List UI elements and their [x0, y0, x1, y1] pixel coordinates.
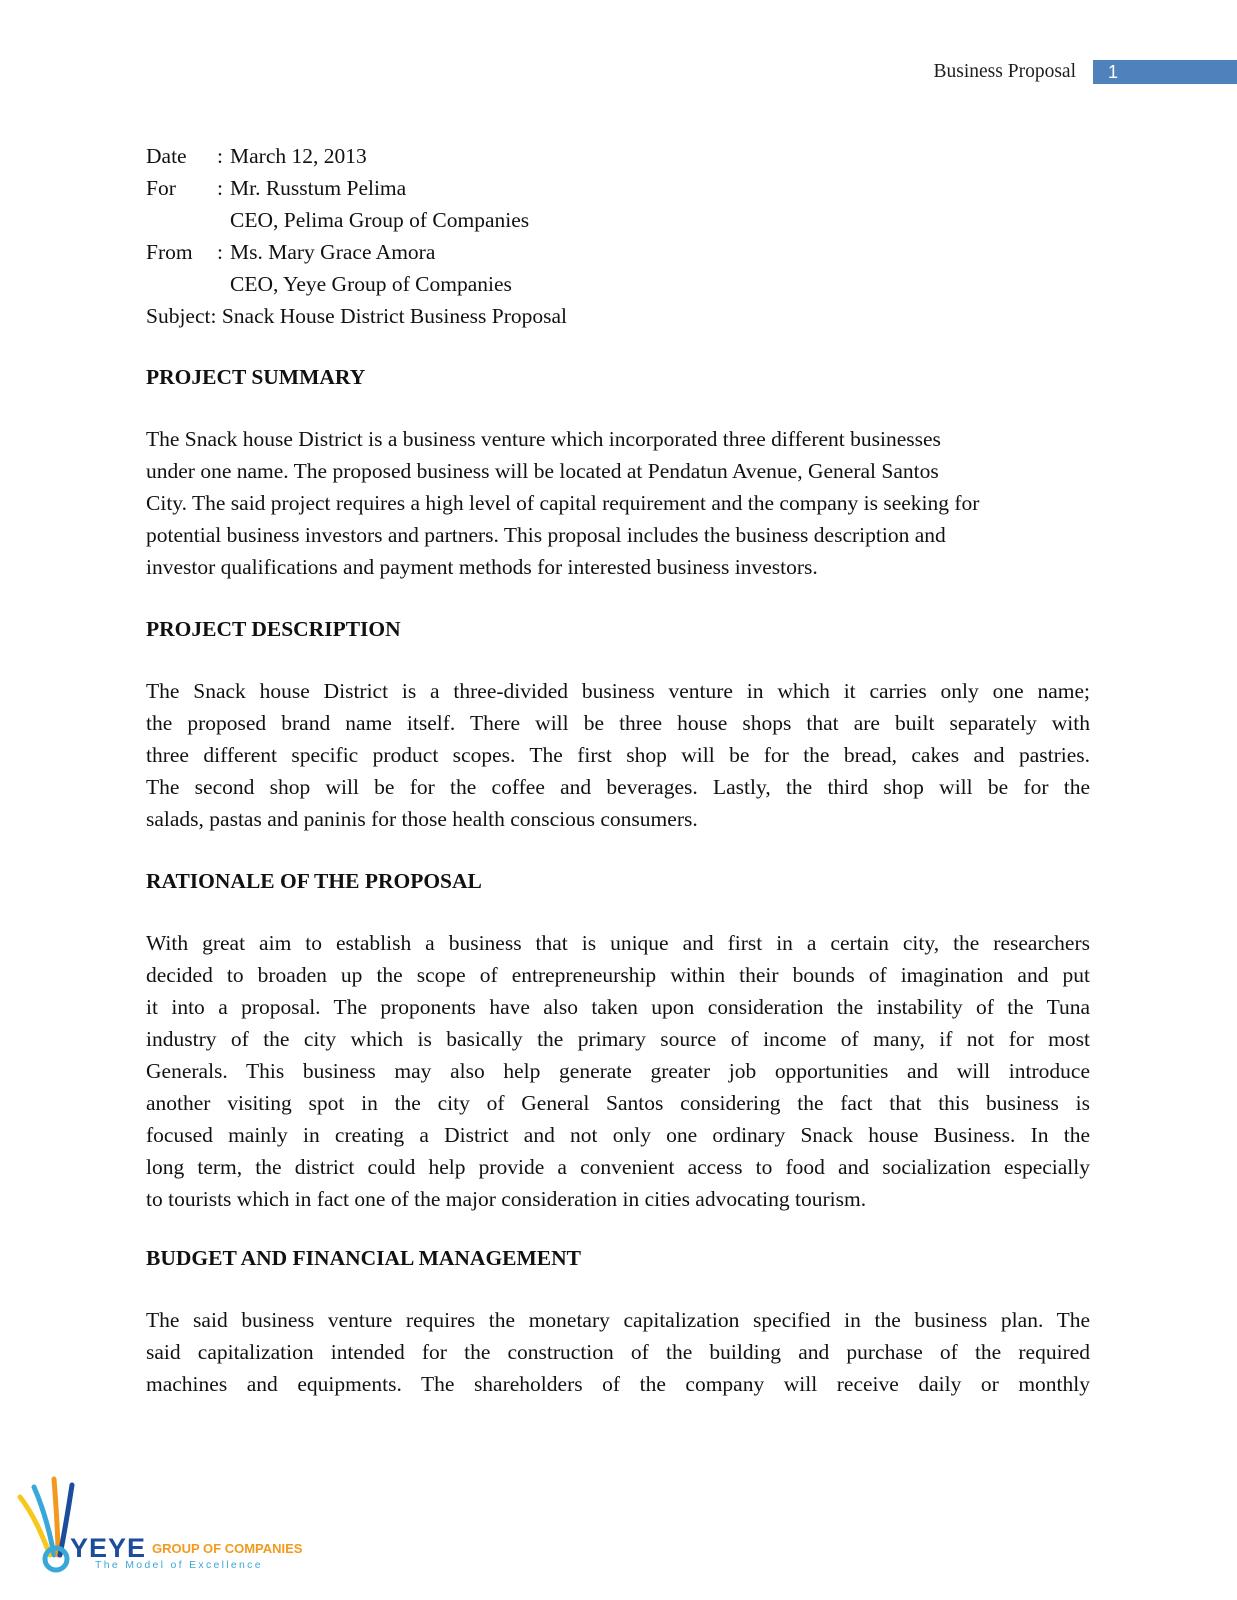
memo-colon: :: [217, 144, 223, 168]
header-title: Business Proposal: [933, 61, 1076, 82]
paragraph-line: City. The said project requires a high level of capital requirement and the company is seeking for: [146, 491, 980, 515]
project-summary-heading: PROJECT SUMMARY: [146, 365, 366, 389]
paragraph-line: it into a proposal. The proponents have also taken upon consideration the instability of the Tuna: [146, 995, 1090, 1019]
project-summary-paragraph: [146, 423, 1090, 583]
paragraph-line: decided to broaden up the scope of entrepreneurship within their bounds of imagination and put: [146, 963, 1090, 987]
page-number-tab: [1093, 60, 1237, 84]
memo-for-row: [146, 172, 1090, 204]
paragraph-line: to tourists which in fact one of the major consideration in cities advocating tourism.: [146, 1187, 867, 1211]
for-name: Mr. Russtum Pelima: [230, 176, 407, 200]
paragraph-line: machines and equipments. The shareholders of the company will receive daily or monthly: [146, 1372, 1090, 1396]
for-label: For: [146, 176, 176, 200]
from-name: Ms. Mary Grace Amora: [230, 240, 436, 264]
date-value: March 12, 2013: [230, 144, 367, 168]
project-description-heading: PROJECT DESCRIPTION: [146, 617, 401, 641]
paragraph-line: under one name. The proposed business will be located at Pendatun Avenue, General Santos: [146, 459, 939, 483]
logo-group-text: GROUP OF COMPANIES: [152, 1541, 303, 1556]
paragraph-line: The Snack house District is a three-divided business venture in which it carries only one name;: [146, 679, 1090, 703]
paragraph-line: investor qualifications and payment methods for interested business investors.: [146, 555, 818, 579]
paragraph-line: focused mainly in creating a District and not only one ordinary Snack house Business. In the: [146, 1123, 1090, 1147]
memo-colon: :: [217, 176, 223, 200]
memo-colon: :: [217, 240, 223, 264]
page-number: 1: [1108, 62, 1119, 82]
paragraph-line: three different specific product scopes. The first shop will be for the bread, cakes and pastries.: [146, 743, 1090, 767]
paragraph-line: said capitalization intended for the construction of the building and purchase of the required: [146, 1340, 1090, 1364]
paragraph-line: The said business venture requires the monetary capitalization specified in the business plan. The: [146, 1308, 1090, 1332]
for-title: CEO, Pelima Group of Companies: [230, 208, 530, 232]
paragraph-line: the proposed brand name itself. There will be three house shops that are built separately with: [146, 711, 1090, 735]
subject-line: Subject: Snack House District Business Proposal: [146, 304, 568, 328]
paragraph-line: long term, the district could help provide a convenient access to food and socialization especially: [146, 1155, 1090, 1179]
memo-from-title-row: [146, 268, 1090, 300]
memo-block: [146, 140, 1090, 332]
paragraph-line: The Snack house District is a business venture which incorporated three different businesses: [146, 427, 941, 451]
paragraph-line: Generals. This business may also help generate greater job opportunities and will introduce: [146, 1059, 1090, 1083]
budget-paragraph: [146, 1304, 1090, 1400]
paragraph-line: another visiting spot in the city of General Santos considering the fact that this business is: [146, 1091, 1090, 1115]
memo-date-row: [146, 140, 1090, 172]
project-description-paragraph: [146, 675, 1090, 835]
paragraph-line: The second shop will be for the coffee and beverages. Lastly, the third shop will be for the: [146, 775, 1090, 799]
paragraph-line: industry of the city which is basically the primary source of income of many, if not for most: [146, 1027, 1090, 1051]
memo-subject-row: [146, 300, 1090, 332]
from-label: From: [146, 240, 193, 264]
date-label: Date: [146, 144, 187, 168]
rationale-paragraph: [146, 927, 1090, 1215]
memo-for-title-row: [146, 204, 1090, 236]
logo-tagline: The Model of Excellence: [95, 1559, 263, 1571]
rationale-heading: RATIONALE OF THE PROPOSAL: [146, 869, 482, 893]
budget-heading: BUDGET AND FINANCIAL MANAGEMENT: [146, 1246, 582, 1270]
company-logo: [12, 1475, 302, 1585]
from-title: CEO, Yeye Group of Companies: [230, 272, 512, 296]
paragraph-line: salads, pastas and paninis for those health conscious consumers.: [146, 807, 698, 831]
memo-from-row: [146, 236, 1090, 268]
paragraph-line: potential business investors and partners. This proposal includes the business description and: [146, 523, 946, 547]
paragraph-line: With great aim to establish a business that is unique and first in a certain city, the researchers: [146, 931, 1090, 955]
logo-brand-text: YEYE: [70, 1533, 147, 1563]
